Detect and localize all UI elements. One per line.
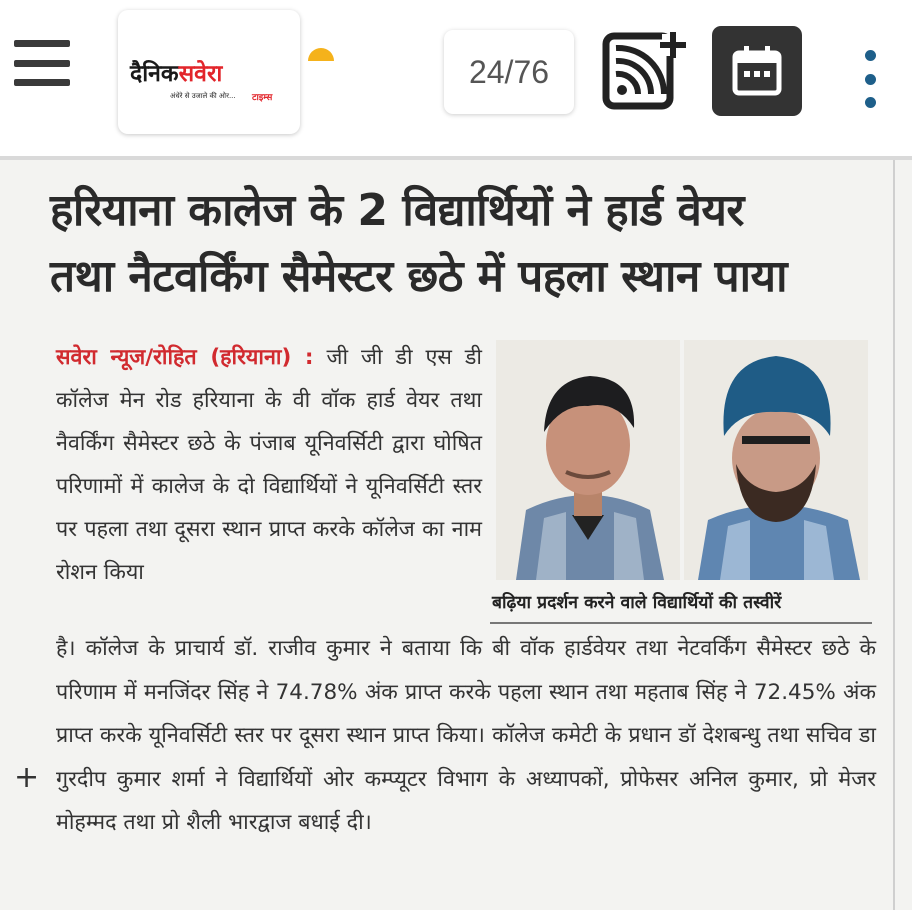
logo-sun-icon: [308, 48, 334, 61]
article-body-intro: जी जी डी एस डी कॉलेज मेन रोड हरियाना के वी वॉक हार्ड वेयर तथा नैवर्किंग सैमेस्टर छठे के पंजाब यूनिवर्सिटी द्वारा घोषित परिणामों में कालेज के दो विद्यार्थियों ने यूनिवर्सिटी स्तर पर पहला तथा दूसरा स्थान प्राप्त करके कॉलेज का नाम रोशन किया: [56, 345, 482, 585]
page-indicator[interactable]: 24/76: [444, 30, 574, 114]
student-photo-1: [496, 340, 680, 580]
menu-icon[interactable]: [14, 40, 70, 86]
logo-times: टाइम्स: [252, 93, 273, 103]
logo-title: दैनिकसवेरा: [130, 61, 223, 87]
app-header: [0, 0, 912, 156]
article-headline: [50, 178, 880, 310]
more-vertical-icon[interactable]: [858, 50, 882, 108]
registration-mark: +: [14, 760, 40, 795]
headline-line-2: तथा नैटवर्किंग सैमेस्टर छठे में पहला स्थान पाया: [50, 251, 787, 302]
rss-add-icon[interactable]: [600, 28, 686, 114]
photo-caption: बढ़िया प्रदर्शन करने वाले विद्यार्थियों की तस्वीरें: [492, 593, 782, 613]
student-photos: [490, 332, 872, 624]
logo-tagline: अंधेरे से उजाले की ओर...: [170, 92, 236, 100]
newspaper-page[interactable]: [0, 160, 912, 910]
column-rule: [893, 160, 895, 910]
calendar-button[interactable]: [712, 26, 802, 116]
student-photo-2: [684, 340, 868, 580]
article-byline: सवेरा न्यूज/रोहित (हरियाना) :: [56, 345, 314, 370]
calendar-icon: [729, 43, 785, 99]
publication-logo[interactable]: [118, 10, 300, 134]
headline-line-1: हरियाना कालेज के 2 विद्यार्थियों ने हार्ड वेयर: [50, 185, 744, 236]
article-body-column: [56, 336, 482, 594]
caption-rule: [490, 622, 872, 624]
article-body-continued: है। कॉलेज के प्राचार्य डॉ. राजीव कुमार ने बताया कि बी वॉक हार्डवेयर तथा नेटवर्किंग सैमेस्टर छठे के परिणाम में मनजिंदर सिंह ने 74.78% अंक प्राप्त करके पहला स्थान तथा महताब सिंह ने 72.45% अंक प्राप्त करके यूनिवर्सिटी स्तर पर दूसरा स्थान प्राप्त किया। कॉलेज कमेटी के प्रधान डॉ देशबन्धु तथा सचिव डा गुरदीप कुमार शर्मा ने विद्यार्थियों ओर कम्प्यूटर विभाग के अध्यापकों, प्रोफेसर अनिल कुमार, प्रो मेजर मोहम्मद तथा प्रो शैली भारद्वाज बधाई दी।: [56, 636, 876, 835]
